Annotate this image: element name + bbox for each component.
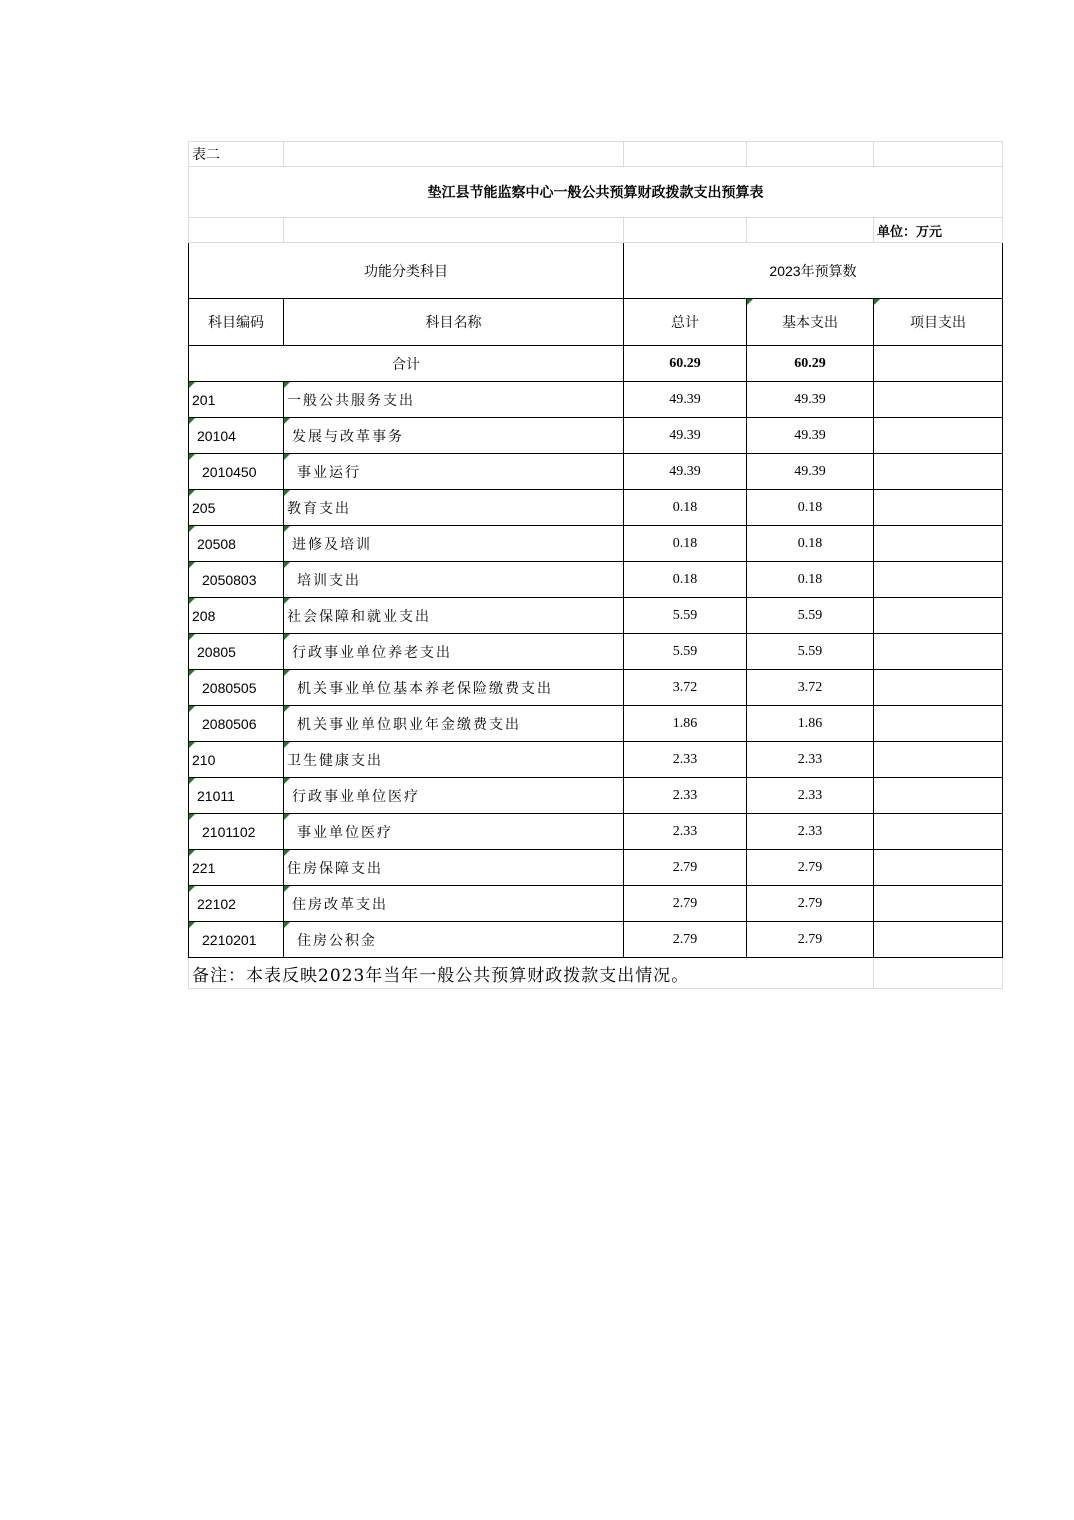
row-total: 3.72	[624, 670, 747, 706]
row-basic: 5.59	[747, 634, 874, 670]
row-code: 22102	[189, 886, 284, 922]
unit-row	[189, 218, 1003, 243]
table-row	[189, 526, 1003, 562]
row-code: 20104	[189, 418, 284, 454]
table-row	[189, 634, 1003, 670]
summary-basic: 60.29	[747, 346, 874, 382]
row-code: 2080506	[189, 706, 284, 742]
table-row	[189, 850, 1003, 886]
row-total: 0.18	[624, 490, 747, 526]
header-function-category: 功能分类科目	[189, 243, 624, 299]
row-total: 0.18	[624, 526, 747, 562]
row-basic: 0.18	[747, 562, 874, 598]
row-code: 205	[189, 490, 284, 526]
row-project	[874, 670, 1003, 706]
row-total: 2.33	[624, 778, 747, 814]
row-project	[874, 742, 1003, 778]
summary-project	[874, 346, 1003, 382]
header-total: 总计	[624, 299, 747, 346]
table-row	[189, 922, 1003, 958]
header-budget-year: 2023年预算数	[624, 243, 1003, 299]
page-title: 垫江县节能监察中心一般公共预算财政拨款支出预算表	[189, 167, 1003, 218]
row-basic: 2.79	[747, 886, 874, 922]
summary-row	[189, 346, 1003, 382]
row-basic: 1.86	[747, 706, 874, 742]
table-row	[189, 562, 1003, 598]
header-row-2	[189, 299, 1003, 346]
row-total: 2.33	[624, 742, 747, 778]
header-code: 科目编码	[189, 299, 284, 346]
row-project	[874, 598, 1003, 634]
row-code: 221	[189, 850, 284, 886]
row-total: 1.86	[624, 706, 747, 742]
row-project	[874, 526, 1003, 562]
table-row	[189, 490, 1003, 526]
table-row	[189, 706, 1003, 742]
table-row	[189, 814, 1003, 850]
row-name: 机关事业单位基本养老保险缴费支出	[284, 670, 624, 706]
row-code: 2210201	[189, 922, 284, 958]
unit-label: 单位：万元	[874, 218, 1003, 243]
row-code: 201	[189, 382, 284, 418]
table-row	[189, 454, 1003, 490]
row-name: 机关事业单位职业年金缴费支出	[284, 706, 624, 742]
row-code: 20805	[189, 634, 284, 670]
header-row-1	[189, 243, 1003, 299]
row-code: 210	[189, 742, 284, 778]
row-basic: 0.18	[747, 526, 874, 562]
row-project	[874, 814, 1003, 850]
row-total: 2.79	[624, 922, 747, 958]
header-project: 项目支出	[874, 299, 1003, 346]
row-project	[874, 850, 1003, 886]
header-name: 科目名称	[284, 299, 624, 346]
row-name: 事业运行	[284, 454, 624, 490]
row-total: 5.59	[624, 634, 747, 670]
row-basic: 49.39	[747, 382, 874, 418]
table-label: 表二	[189, 142, 284, 167]
row-name: 住房保障支出	[284, 850, 624, 886]
table-row	[189, 598, 1003, 634]
row-total: 49.39	[624, 382, 747, 418]
row-basic: 2.79	[747, 850, 874, 886]
row-code: 2101102	[189, 814, 284, 850]
row-basic: 2.33	[747, 778, 874, 814]
summary-total: 60.29	[624, 346, 747, 382]
title-row	[189, 167, 1003, 218]
row-basic: 49.39	[747, 418, 874, 454]
row-name: 发展与改革事务	[284, 418, 624, 454]
row-name: 住房公积金	[284, 922, 624, 958]
row-name: 行政事业单位养老支出	[284, 634, 624, 670]
row-total: 2.79	[624, 886, 747, 922]
row-name: 社会保障和就业支出	[284, 598, 624, 634]
table-row	[189, 382, 1003, 418]
row-code: 21011	[189, 778, 284, 814]
footnote: 备注：本表反映2023年当年一般公共预算财政拨款支出情况。	[189, 958, 874, 989]
row-project	[874, 490, 1003, 526]
row-name: 进修及培训	[284, 526, 624, 562]
label-row	[189, 142, 1003, 167]
row-project	[874, 922, 1003, 958]
row-name: 教育支出	[284, 490, 624, 526]
table-row	[189, 670, 1003, 706]
row-code: 2010450	[189, 454, 284, 490]
row-name: 住房改革支出	[284, 886, 624, 922]
row-basic: 2.33	[747, 814, 874, 850]
table-row	[189, 418, 1003, 454]
note-row	[189, 958, 1003, 989]
row-name: 培训支出	[284, 562, 624, 598]
header-basic: 基本支出	[747, 299, 874, 346]
row-name: 行政事业单位医疗	[284, 778, 624, 814]
row-project	[874, 454, 1003, 490]
row-basic: 5.59	[747, 598, 874, 634]
row-project	[874, 562, 1003, 598]
row-name: 一般公共服务支出	[284, 382, 624, 418]
row-total: 49.39	[624, 454, 747, 490]
row-project	[874, 418, 1003, 454]
budget-table	[188, 141, 1003, 989]
summary-label: 合计	[189, 346, 624, 382]
row-project	[874, 382, 1003, 418]
row-project	[874, 886, 1003, 922]
table-row	[189, 778, 1003, 814]
row-code: 2080505	[189, 670, 284, 706]
row-project	[874, 706, 1003, 742]
row-basic: 2.79	[747, 922, 874, 958]
row-basic: 2.33	[747, 742, 874, 778]
row-total: 2.79	[624, 850, 747, 886]
row-total: 2.33	[624, 814, 747, 850]
row-code: 20508	[189, 526, 284, 562]
row-project	[874, 778, 1003, 814]
row-code: 2050803	[189, 562, 284, 598]
row-basic: 49.39	[747, 454, 874, 490]
row-total: 0.18	[624, 562, 747, 598]
row-name: 卫生健康支出	[284, 742, 624, 778]
row-total: 49.39	[624, 418, 747, 454]
row-name: 事业单位医疗	[284, 814, 624, 850]
row-basic: 3.72	[747, 670, 874, 706]
row-basic: 0.18	[747, 490, 874, 526]
row-code: 208	[189, 598, 284, 634]
row-total: 5.59	[624, 598, 747, 634]
row-project	[874, 634, 1003, 670]
table-row	[189, 886, 1003, 922]
table-row	[189, 742, 1003, 778]
